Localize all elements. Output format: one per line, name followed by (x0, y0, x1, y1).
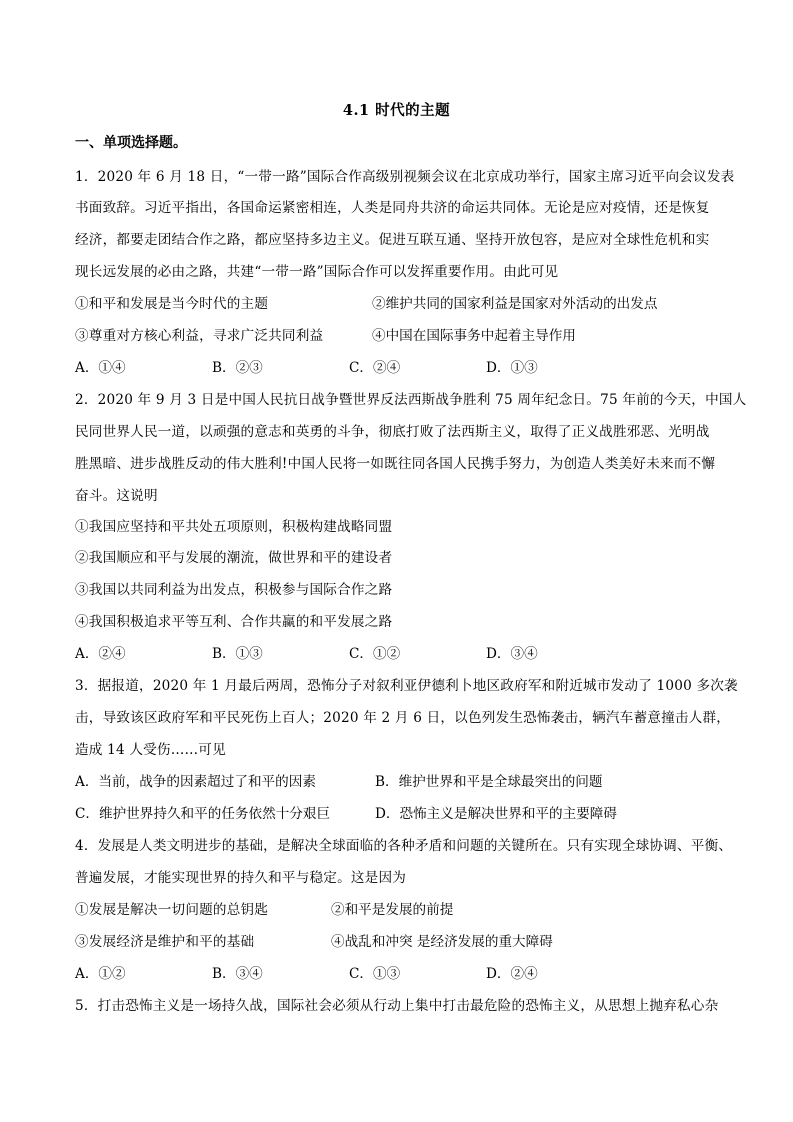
q3-text-line: 造成 14 人受伤……可见 (75, 742, 226, 758)
q4-text-line: 普遍发展，才能实现世界的持久和平与稳定。这是因为 (75, 870, 407, 886)
q3-text-line: 击，导致该区政府军和平民死伤上百人；2020 年 2 月 6 日，以色列发生恐怖袭击，辆汽车蓄意撞击人群， (75, 710, 731, 726)
q4-statement-1: ①发展是解决一切问题的总钥匙 (75, 902, 269, 918)
q1-option-a[interactable]: A．①④ (75, 360, 126, 376)
q3-option-b[interactable]: B．维护世界和平是全球最突出的问题 (375, 774, 603, 790)
q1-text-line: 1．2020 年 6 月 18 日，“一带一路”国际合作高级别视频会议在北京成功举行，国家主席习近平向会议发表 (75, 169, 735, 185)
q2-option-d[interactable]: D．③④ (486, 646, 538, 662)
q2-text-line: 胜黑暗、进步战胜反动的伟大胜利!中国人民将一如既往同各国人民携手努力，为创造人类美好未来而不懈 (75, 456, 716, 472)
q4-option-a[interactable]: A．①② (75, 966, 126, 982)
page-title: 4.1 时代的主题 (342, 102, 451, 119)
section-heading: 一、单项选择题。 (75, 135, 187, 151)
q1-option-b[interactable]: B．②③ (212, 360, 263, 376)
q2-option-c[interactable]: C．①② (349, 646, 401, 662)
q2-statement-3: ③我国以共同利益为出发点，积极参与国际合作之路 (75, 582, 393, 598)
q4-option-c[interactable]: C．①③ (349, 966, 401, 982)
q5-text-line: 5．打击恐怖主义是一场持久战，国际社会必须从行动上集中打击最危险的恐怖主义，从思想上抛弃私心杂 (75, 998, 719, 1014)
q3-option-c[interactable]: C．维护世界持久和平的任务依然十分艰巨 (75, 806, 331, 822)
q1-option-c[interactable]: C．②④ (349, 360, 401, 376)
q1-statement-2: ②维护共同的国家利益是国家对外活动的出发点 (372, 296, 658, 312)
q4-statement-3: ③发展经济是维护和平的基础 (75, 934, 255, 950)
q4-statement-2: ②和平是发展的前提 (331, 902, 454, 918)
q2-statement-2: ②我国顺应和平与发展的潮流，做世界和平的建设者 (75, 550, 393, 566)
q1-option-d[interactable]: D．①③ (486, 360, 538, 376)
q2-text-line: 民同世界人民一道，以顽强的意志和英勇的斗争，彻底打败了法西斯主义，取得了正义战胜邪恶、光明战 (75, 424, 710, 440)
q4-option-b[interactable]: B．③④ (212, 966, 263, 982)
q1-text-line: 书面致辞。习近平指出，各国命运紧密相连，人类是同舟共济的命运共同体。无论是应对疫情，还是恢复 (75, 200, 710, 216)
q2-option-a[interactable]: A．②④ (75, 646, 126, 662)
q1-statement-1: ①和平和发展是当今时代的主题 (75, 296, 269, 312)
q2-text-line: 2．2020 年 9 月 3 日是中国人民抗日战争暨世界反法西斯战争胜利 75 周年纪念日。75 年前的今天，中国人 (75, 392, 747, 408)
q4-option-d[interactable]: D．②④ (486, 966, 538, 982)
q2-text-line: 奋斗。这说明 (75, 488, 158, 504)
q1-text-line: 经济，都要走团结合作之路，都应坚持多边主义。促进互联互通、坚持开放包容，是应对全球性危机和实 (75, 232, 710, 248)
q2-statement-1: ①我国应坚持和平共处五项原则，积极构建战略同盟 (75, 519, 393, 535)
q2-option-b[interactable]: B．①③ (212, 646, 263, 662)
q1-text-line: 现长远发展的必由之路，共建“一带一路”国际合作可以发挥重要作用。由此可见 (75, 264, 559, 280)
q3-option-a[interactable]: A．当前，战争的因素超过了和平的因素 (75, 774, 316, 790)
q3-text-line: 3．据报道，2020 年 1 月最后两周，恐怖分子对叙利亚伊德利卜地区政府军和附近城市发动了 1000 多次袭 (75, 678, 738, 694)
q4-statement-4: ④战乱和冲突 是经济发展的重大障碍 (331, 934, 553, 950)
q1-statement-3: ③尊重对方核心利益，寻求广泛共同利益 (75, 328, 324, 344)
q3-option-d[interactable]: D．恐怖主义是解决世界和平的主要障碍 (375, 806, 617, 822)
q2-statement-4: ④我国积极追求平等互利、合作共赢的和平发展之路 (75, 614, 393, 630)
q1-statement-4: ④中国在国际事务中起着主导作用 (372, 328, 576, 344)
q4-text-line: 4．发展是人类文明进步的基础，是解决全球面临的各种矛盾和问题的关键所在。只有实现全球协调、平衡、 (75, 838, 733, 854)
